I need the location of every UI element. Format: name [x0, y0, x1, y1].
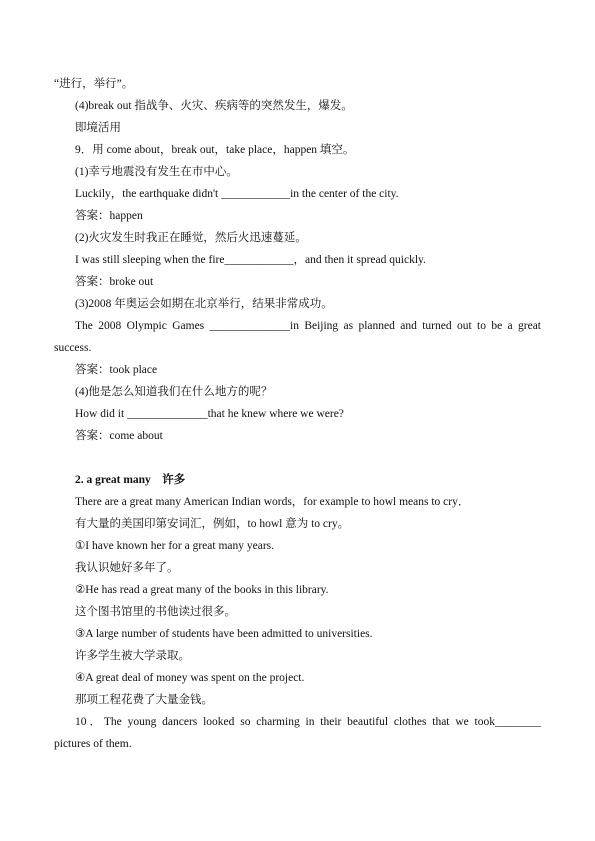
exercise-instruction: 9．用 come about，break out，take place，happen 填空。	[75, 144, 355, 156]
example-chinese: 我认识她好多年了。	[75, 562, 179, 574]
question-english: Luckily，the earthquake didn't ____________in the center of the city.	[75, 188, 399, 200]
exercise-question: 10．The young dancers looked so charming in their beautiful clothes that we took________	[75, 716, 541, 728]
question-chinese: (2)火灾发生时我正在睡觉，然后火迅速蔓延。	[75, 232, 307, 244]
question-chinese: (4)他是怎么知道我们在什么地方的呢？	[75, 386, 273, 398]
example-chinese: 许多学生被大学录取。	[75, 650, 190, 662]
question-chinese: (1)幸亏地震没有发生在市中心。	[75, 166, 238, 178]
example-english: ④A great deal of money was spent on the project.	[75, 672, 305, 684]
answer-line: 答案：come about	[75, 430, 163, 442]
example-english: There are a great many American Indian words，for example to howl means to cry．	[75, 496, 470, 508]
answer-line: 答案：took place	[75, 364, 158, 376]
answer-line: 答案：happen	[75, 210, 143, 222]
section-heading: 即境活用	[75, 122, 121, 134]
example-chinese: 有大量的美国印第安词汇，例如，to howl 意为 to cry。	[75, 518, 350, 530]
text-line: “进行，举行”。	[54, 78, 134, 90]
example-chinese: 这个图书馆里的书他读过很多。	[75, 606, 236, 618]
text-line: (4)break out 指战争、火灾、疾病等的突然发生，爆发。	[75, 100, 353, 112]
example-english: ②He has read a great many of the books in this library.	[75, 584, 329, 596]
question-english: I was still sleeping when the fire____________，and then it spread quickly.	[75, 254, 426, 266]
section-title: 2. a great many 许多	[75, 474, 186, 486]
question-english: How did it ______________that he knew where we were?	[75, 408, 344, 420]
exercise-question-continued: pictures of them.	[54, 738, 132, 750]
example-english: ①I have known her for a great many years.	[75, 540, 275, 552]
question-english-continued: success.	[54, 342, 92, 354]
example-english: ③A large number of students have been admitted to universities.	[75, 628, 373, 640]
question-english: The 2008 Olympic Games ______________in Beijing as planned and turned out to be a great	[75, 320, 541, 332]
example-chinese: 那项工程花费了大量金钱。	[75, 694, 213, 706]
answer-line: 答案：broke out	[75, 276, 154, 288]
question-chinese: (3)2008 年奥运会如期在北京举行，结果非常成功。	[75, 298, 333, 310]
